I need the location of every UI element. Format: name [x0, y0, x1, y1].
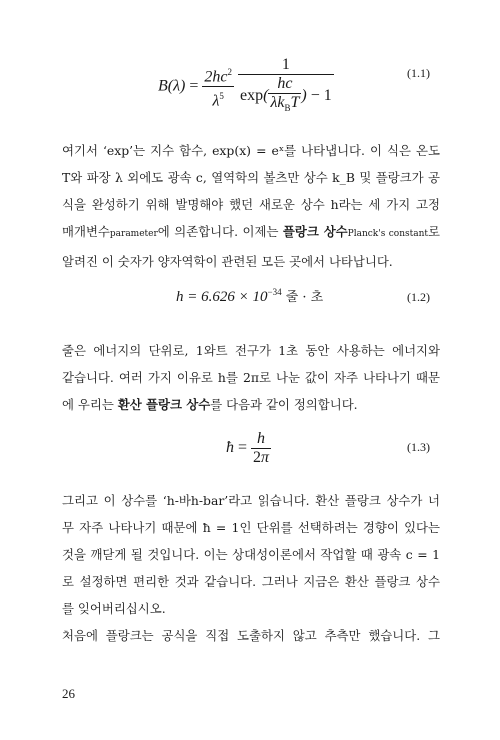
text-line: 매개변수parameter에 의존합니다. 이제는 플랑크 상수Planck's constant로 — [62, 224, 440, 239]
equation-lhs: B(λ) — [158, 77, 186, 95]
text-line: 것을 깨닫게 될 것입니다. 이는 상대성이론에서 작업할 때 광속 c = 1 — [62, 547, 440, 562]
fraction-exponential: 1 exp( $\frac{hc}{\lambda k_BT}$ ) − 1 — [240, 56, 332, 114]
text-line: 에 우리는 환산 플랑크 상수를 다음과 같이 정의합니다. — [62, 397, 358, 412]
text-line: 를 잊어버리십시오. — [62, 601, 166, 616]
equation-planck-law: B(λ) = $\frac{2hc^2}{\lambda^5}$ 1 exp( $\frac{hc}{\lambda k_BT}$ ) − 1 (1.1) — [0, 56, 500, 116]
fraction-prefactor: $\frac{2hc^2}{\lambda^5}$ — [202, 63, 234, 111]
text-line: 로 설정하면 편리한 것과 같습니다. 그러나 지금은 환산 플랑크 상수 — [62, 574, 440, 589]
text-line: T와 파장 λ 외에도 광속 c, 열역학의 볼츠만 상수 k_B 및 플랑크가 공 — [62, 170, 440, 185]
paragraph-2 — [62, 337, 440, 418]
text-line: 같습니다. 여러 가지 이유로 h를 2π로 나눈 값이 자주 나타나기 때문 — [62, 370, 440, 385]
text-line: 식을 완성하기 위해 발명해야 했던 새로운 상수 h라는 세 가지 고정 — [62, 197, 440, 212]
page-number: 26 — [62, 686, 75, 701]
equation-number: (1.2) — [407, 290, 430, 304]
paragraph-3 — [62, 487, 440, 622]
text-line: 알려진 이 숫자가 양자역학이 관련된 모든 곳에서 나타납니다. — [62, 254, 393, 269]
term-planck-constant: 플랑크 상수 — [282, 224, 348, 239]
term-reduced-planck-constant: 환산 플랑크 상수 — [117, 397, 211, 412]
text-line: 그리고 이 상수를 ‘h-바h-bar’라고 읽습니다. 환산 플랑크 상수가 너 — [62, 493, 440, 508]
equation-number: (1.1) — [407, 66, 430, 80]
equation-hbar: ħ = $\frac{h}{2\pi}$ (1.3) — [226, 430, 430, 466]
paragraph-4 — [62, 622, 440, 649]
text-line: 무 자주 나타나기 때문에 ħ = 1인 단위를 선택하려는 경향이 있다는 — [62, 520, 440, 535]
text-line: 처음에 플랑크는 공식을 직접 도출하지 않고 추측만 했습니다. 그 — [62, 628, 440, 643]
text-line: 줄은 에너지의 단위로, 1와트 전구가 1초 동안 사용하는 에너지와 — [62, 343, 440, 358]
equation-planck-value: $h = 6.626 \times 10^{-34}$ 줄 · 초 (1.2) — [176, 287, 430, 305]
paragraph-1 — [62, 137, 440, 275]
equation-number: (1.3) — [407, 440, 430, 454]
text-line: 여기서 ‘exp’는 지수 함수, exp(x) = eˣ를 나타냅니다. 이 식은 온도 — [62, 143, 440, 158]
